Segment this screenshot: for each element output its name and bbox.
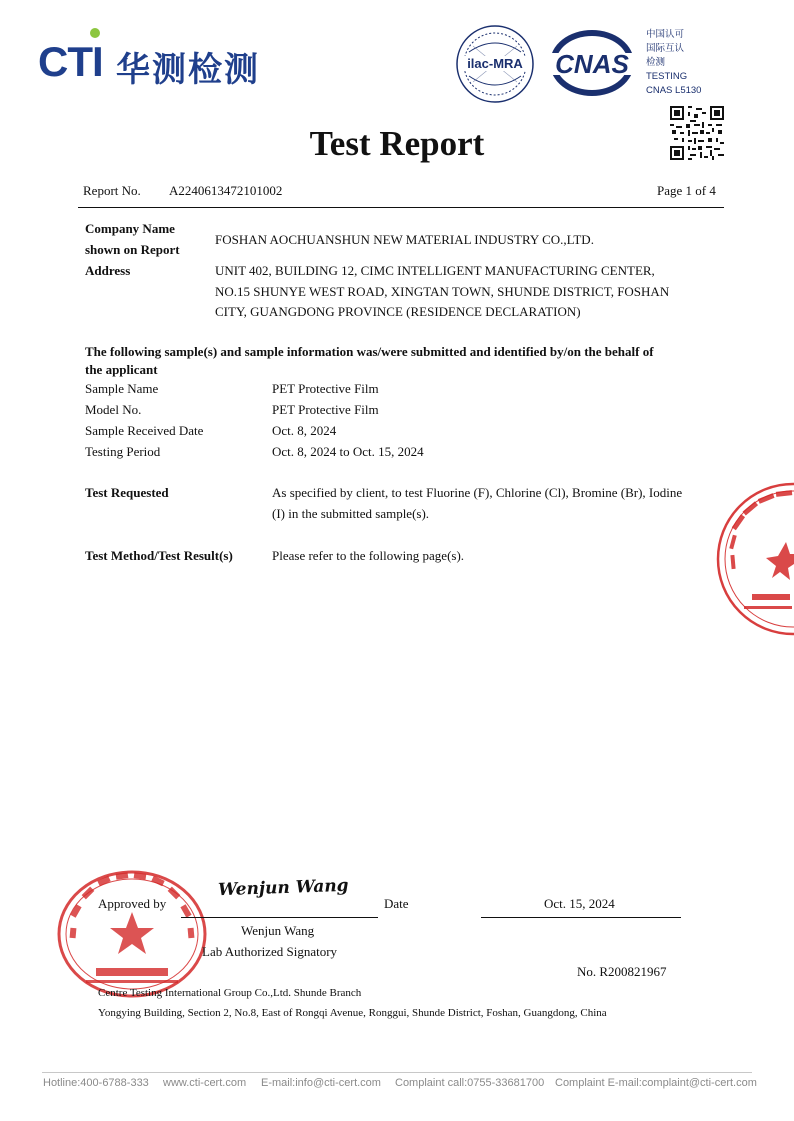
company-name-label-line2: shown on Report bbox=[85, 242, 180, 257]
issuer-company: Centre Testing International Group Co.,Ltd. Shunde Branch bbox=[98, 987, 362, 999]
test-requested-label: Test Requested bbox=[85, 485, 169, 500]
signatory-name: Wenjun Wang bbox=[241, 923, 315, 938]
cnas-seal-icon bbox=[548, 28, 636, 98]
model-no-label: Model No. bbox=[85, 402, 142, 417]
company-seal-icon bbox=[56, 868, 208, 998]
sample-name-value: PET Protective Film bbox=[272, 381, 379, 396]
date-value: Oct. 15, 2024 bbox=[544, 896, 615, 911]
cnas-line-4: TESTING bbox=[646, 71, 688, 82]
address-line-1: UNIT 402, BUILDING 12, CIMC INTELLIGENT MANUFACTURING CENTER, bbox=[215, 263, 655, 278]
signature: Wenjun Wang bbox=[217, 875, 349, 901]
footer-divider bbox=[42, 1072, 752, 1073]
date-label: Date bbox=[384, 896, 409, 911]
footer-complaint-email[interactable]: Complaint E-mail:complaint@cti-cert.com bbox=[555, 1077, 757, 1089]
test-requested-line-1: As specified by client, to test Fluorine (F), Chlorine (Cl), Bromine (Br), Iodine bbox=[272, 485, 683, 500]
cnas-line-1: 中国认可 bbox=[646, 29, 685, 40]
footer-hotline: Hotline:400-6788-333 bbox=[43, 1077, 149, 1089]
approved-by-label: Approved by bbox=[98, 896, 167, 911]
cnas-label: CNAS bbox=[555, 49, 629, 79]
address-label: Address bbox=[85, 263, 131, 278]
model-no-value: PET Protective Film bbox=[272, 402, 379, 417]
testing-stamp-icon bbox=[716, 482, 794, 636]
issuer-address: Yongying Building, Section 2, No.8, East of Rongqi Avenue, Ronggui, Shunde District, Foshan, Guangdong, China bbox=[98, 1007, 607, 1019]
footer-email[interactable]: E-mail:info@cti-cert.com bbox=[261, 1077, 381, 1089]
serial-number: No. R200821967 bbox=[577, 964, 667, 979]
company-name-value: FOSHAN AOCHUANSHUN NEW MATERIAL INDUSTRY CO.,LTD. bbox=[215, 232, 594, 247]
signatory-title: Lab Authorized Signatory bbox=[202, 944, 338, 959]
ilac-label: ilac-MRA bbox=[467, 56, 523, 71]
report-no-label: Report No. bbox=[83, 183, 141, 198]
page-title: Test Report bbox=[309, 124, 485, 163]
received-date-label: Sample Received Date bbox=[85, 423, 204, 438]
approved-by-line bbox=[181, 917, 378, 918]
logo-dot-icon bbox=[90, 28, 100, 38]
footer-website[interactable]: www.cti-cert.com bbox=[163, 1077, 247, 1089]
cnas-line-5: CNAS L5130 bbox=[646, 85, 702, 96]
sample-name-label: Sample Name bbox=[85, 381, 159, 396]
header-divider bbox=[78, 207, 724, 208]
test-method-label: Test Method/Test Result(s) bbox=[85, 548, 233, 563]
ilac-mra-seal-icon bbox=[455, 24, 535, 104]
test-method-value: Please refer to the following page(s). bbox=[272, 548, 465, 563]
logo-cti-text: CTI bbox=[38, 38, 103, 85]
date-line bbox=[481, 917, 681, 918]
testing-period-value: Oct. 8, 2024 to Oct. 15, 2024 bbox=[272, 444, 424, 459]
sample-intro-line2: the applicant bbox=[85, 362, 158, 377]
logo-chinese-text: 华测检测 bbox=[116, 50, 260, 90]
cnas-line-2: 国际互认 bbox=[646, 43, 685, 54]
company-name-label-line1: Company Name bbox=[85, 221, 175, 236]
address-line-2: NO.15 SHUNYE WEST ROAD, XINGTAN TOWN, SHUNDE DISTRICT, FOSHAN bbox=[215, 284, 670, 299]
footer-complaint-call: Complaint call:0755-33681700 bbox=[395, 1077, 545, 1089]
page-number: Page 1 of 4 bbox=[657, 183, 716, 198]
testing-period-label: Testing Period bbox=[85, 444, 161, 459]
address-line-3: CITY, GUANGDONG PROVINCE (RESIDENCE DECLARATION) bbox=[215, 304, 581, 319]
sample-intro-line1: The following sample(s) and sample information was/were submitted and identified by/on the behalf of bbox=[85, 344, 654, 359]
report-no-value: A2240613472101002 bbox=[169, 183, 283, 198]
test-requested-line-2: (I) in the submitted sample(s). bbox=[272, 506, 430, 521]
received-date-value: Oct. 8, 2024 bbox=[272, 423, 337, 438]
cnas-line-3: 检测 bbox=[646, 57, 666, 68]
